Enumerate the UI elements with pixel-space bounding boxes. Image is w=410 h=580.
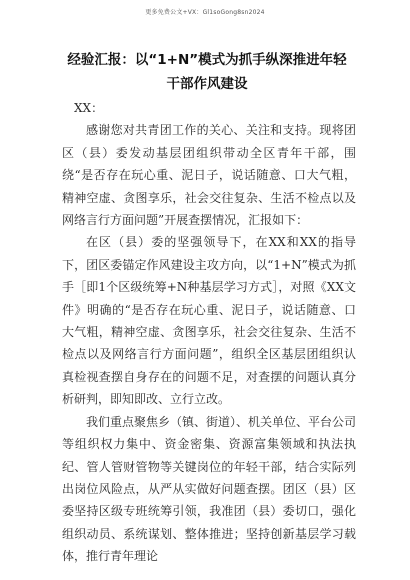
paragraph-1: 感谢您对共青团工作的关心、关注和支持。现将团区（县）委发动基层团组织带动全区青年干部，围绕“是否存在玩心重、泥日子，说话随意、口大气粗，精神空虚、贪图享乐，社会交往复杂、生活不检点以及网络言行方面问题”开展查摆情况，汇报如下： xyxy=(62,123,356,228)
document-title: 经验汇报：以“1+N”模式为抓手纵深推进年轻干部作风建设 xyxy=(67,52,347,92)
document-body xyxy=(62,97,356,568)
paragraph-3: 我们重点聚焦乡（镇、街道）、机关单位、平台公司等组织权力集中、资金密集、资源富集领域和执法执纪、管人管财管物等关键岗位的年轻干部，结合实际列出岗位风险点，从严从实做好问题查摆。团区（县）区委坚持区级专班统筹引领，我准团（县）委切口，强化组织动员、系统谋划、整体推进；坚持创新基层学习载体，推行青年理论 xyxy=(62,414,357,564)
header-watermark: 更多免费公文+VX：Gl1soGong8sn2024 xyxy=(145,9,265,16)
salutation: XX： xyxy=(74,101,104,115)
paragraph-2: 在区（县）委的坚强领导下，在XX和XX的指导下，团区委锚定作风建设主攻方向，以“1+N”模式为抓手［即1个区级统筹+N种基层学习方式］，对照《XX文件》明确的“是否存在玩心重、泥日子，说话随意、口大气粗，精神空虚、贪图享乐，社会交往复杂、生活不检点以及网络言行方面问题”，组织全区基层团组织认真检视查摆自身存在的问题不足，对查摆的问题认真分析研判，即知即改、立行立改。 xyxy=(62,235,356,407)
